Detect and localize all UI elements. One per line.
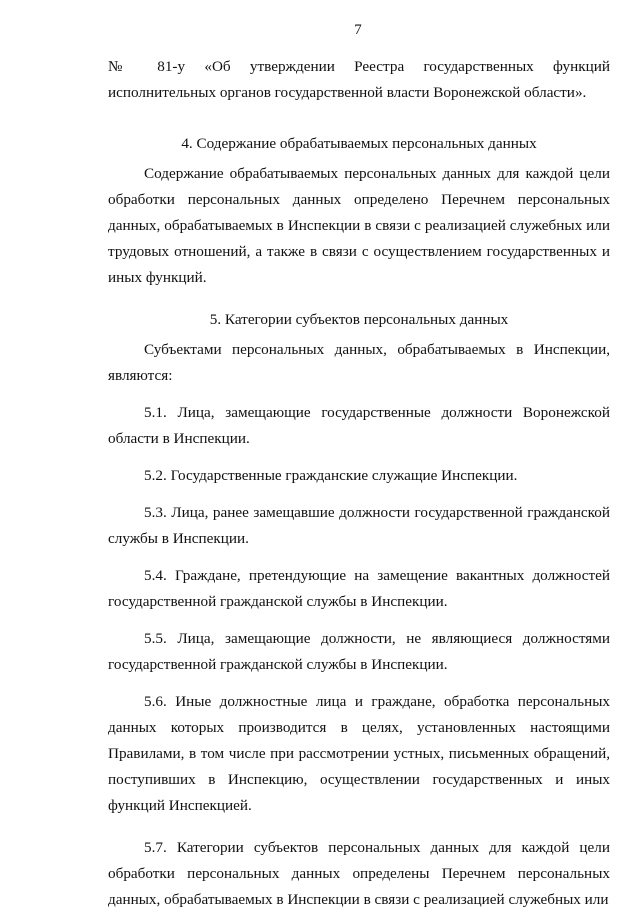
section-4-paragraph: Содержание обрабатываемых персональных данных для каждой цели обработки персональных данных определено Перечнем персональных данных, обрабатываемых в Инспекции в связи с реализацией служебных или трудовых отношений, а также в связи с осуществлением государственных и иных функций. [108,165,610,286]
document-body [108,54,610,913]
section-4-heading: 4. Содержание обрабатываемых персональных данных [181,135,537,152]
list-item-5-5: 5.5. Лица, замещающие должности, не являющиеся должностями государственной гражданской службы в Инспекции. [108,630,610,673]
spacer [108,291,610,307]
list-item-5-7: 5.7. Категории субъектов персональных данных для каждой цели обработки персональных данных определены Перечнем персональных данных, обрабатываемых в Инспекции в связи с реализацией служебных или [108,839,610,908]
section-5-heading: 5. Категории субъектов персональных данных [209,311,509,328]
spacer [108,452,610,463]
list-item-5-4: 5.4. Граждане, претендующие на замещение вакантных должностей государственной гражданской службы в Инспекции. [108,567,610,610]
list-item-5-1: 5.1. Лица, замещающие государственные должности Воронежской области в Инспекции. [108,404,610,447]
list-item-5-6: 5.6. Иные должностные лица и граждане, обработка персональных данных которых производится в целях, установленных настоящими Правилами, в том числе при рассмотрении устных, письменных обращений, поступивших в Инспекцию, осуществлении государственных и иных функций Инспекцией. [108,693,610,814]
spacer [108,489,610,500]
spacer [108,615,610,626]
list-item-5-3: 5.3. Лица, ранее замещавшие должности государственной гражданской службы в Инспекции. [108,504,610,547]
spacer [108,819,610,835]
section-5-intro: Субъектами персональных данных, обрабатываемых в Инспекции, являются: [108,341,610,384]
intro-continuation: № 81-у «Об утверждении Реестра государственных функций исполнительных органов государственной власти Воронежской области». [108,58,610,101]
spacer [108,678,610,689]
spacer [108,552,610,563]
spacer [108,106,610,131]
list-item-5-2: 5.2. Государственные гражданские служащие Инспекции. [144,467,518,484]
spacer [108,389,610,400]
page-number: 7 [354,22,362,38]
